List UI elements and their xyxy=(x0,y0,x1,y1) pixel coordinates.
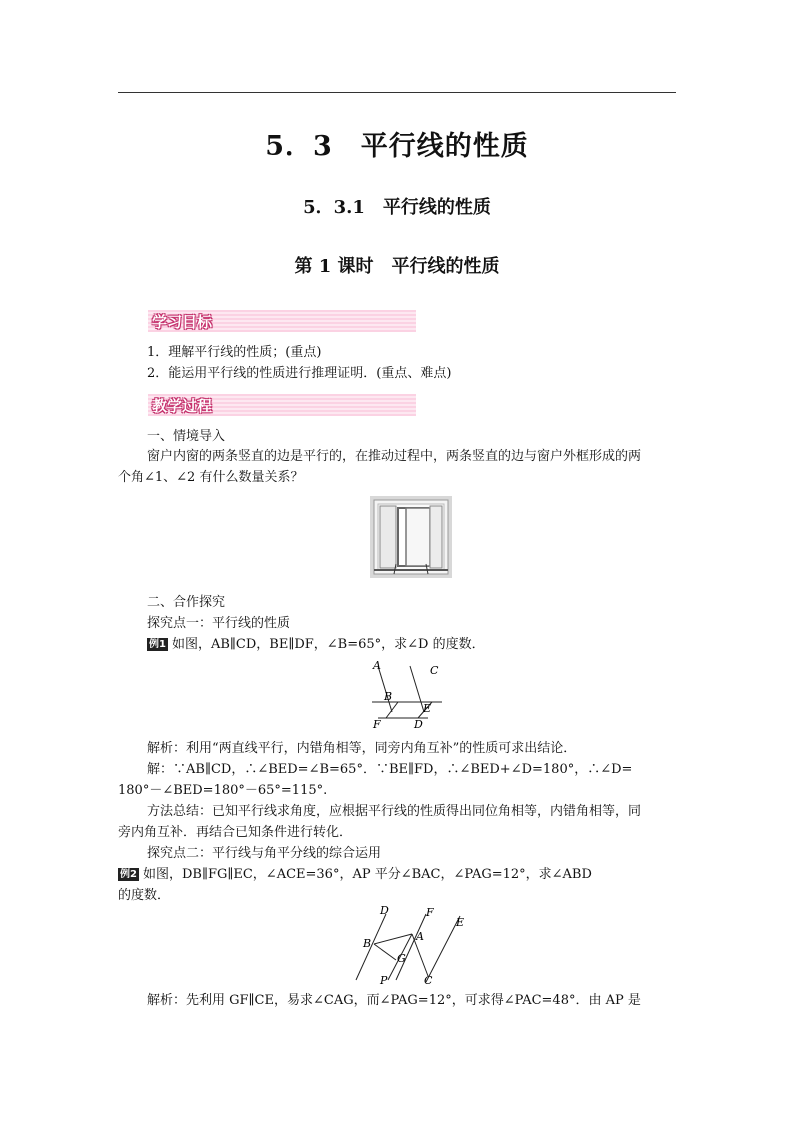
figure-label: F xyxy=(373,718,381,730)
window-image xyxy=(370,496,452,578)
figure-label: C xyxy=(430,664,439,677)
method-summary: 旁内角互补．再结合已知条件进行转化． xyxy=(118,825,353,840)
figure-label: D xyxy=(414,718,423,730)
point-heading: 探究点一：平行线的性质 xyxy=(147,616,291,631)
paragraph-line: 窗户内窗的两条竖直的边是平行的，在推动过程中，两条竖直的边与窗户外框形成的两 xyxy=(147,449,642,464)
figure-label: B xyxy=(363,937,372,950)
figure-1 xyxy=(368,660,448,730)
process-banner xyxy=(148,394,416,416)
figure-label: P xyxy=(380,974,388,986)
figure-label: E xyxy=(423,702,432,715)
point-heading: 探究点二：平行线与角平分线的综合运用 xyxy=(147,846,382,861)
example-1 xyxy=(147,636,485,654)
example-text: 的度数． xyxy=(118,888,171,903)
example-badge: 例2 xyxy=(120,869,137,880)
example-text: 如图，AB∥CD，BE∥DF，∠B=65°，求∠D 的度数． xyxy=(171,637,485,652)
example-text: 如图，DB∥FG∥EC，∠ACE=36°，AP 平分∠BAC，∠PAG=12°，求∠ABD xyxy=(142,867,592,882)
goal-item: 1．理解平行线的性质；(重点) xyxy=(147,345,322,360)
process-banner-label: 教学过程 xyxy=(152,397,213,415)
figure-label: B xyxy=(384,690,393,703)
analysis-text: 解析：利用“两直线平行，内错角相等，同旁内角互补”的性质可求出结论． xyxy=(147,741,577,756)
figure-label: C xyxy=(424,974,433,986)
figure-2 xyxy=(350,906,470,986)
solution-line: 180°－∠BED=180°－65°=115°. xyxy=(118,783,328,798)
example-badge: 例1 xyxy=(149,639,166,650)
example-2 xyxy=(118,866,592,884)
goals-banner xyxy=(148,310,416,332)
section-heading: 二、合作探究 xyxy=(147,595,226,610)
header-rule xyxy=(118,92,676,93)
page-title: 5．3 平行线的性质 xyxy=(265,131,529,162)
goals-banner-label: 学习目标 xyxy=(152,313,213,331)
paragraph-line: 个角∠1、∠2 有什么数量关系？ xyxy=(118,470,304,485)
figure-label: F xyxy=(426,906,434,919)
section-heading: 一、情境导入 xyxy=(147,429,226,444)
figure-label: E xyxy=(456,916,465,929)
figure-label: G xyxy=(397,952,406,965)
figure-label: A xyxy=(416,930,424,943)
goal-item: 2．能运用平行线的性质进行推理证明．(重点、难点) xyxy=(147,366,452,381)
solution-line: 解：∵AB∥CD，∴∠BED=∠B=65°．∵BE∥FD，∴∠BED+∠D=180°，∴∠D= xyxy=(147,762,633,777)
lesson-title: 第 1 课时 平行线的性质 xyxy=(294,256,500,277)
method-summary: 方法总结：已知平行线求角度，应根据平行线的性质得出同位角相等，内错角相等，同 xyxy=(147,804,642,819)
figure-label: D xyxy=(380,906,389,917)
analysis-text: 解析：先利用 GF∥CE，易求∠CAG，而∠PAG=12°，可求得∠PAC=48°．由 AP 是 xyxy=(147,993,641,1008)
figure-label: A xyxy=(373,660,381,672)
section-title: 5．3.1 平行线的性质 xyxy=(303,197,491,218)
